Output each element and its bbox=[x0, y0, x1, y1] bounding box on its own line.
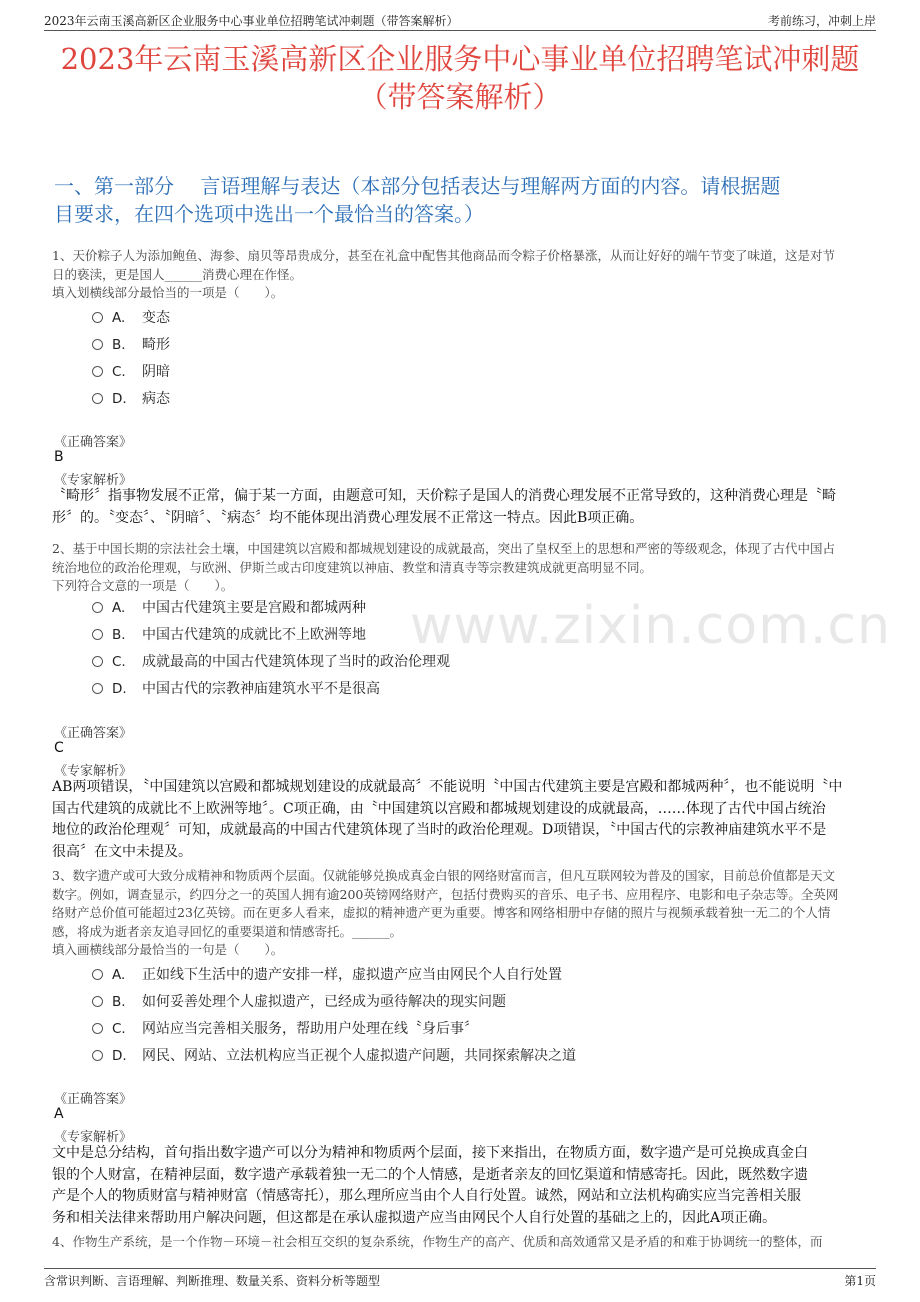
watermark: www.zixin.com.cn bbox=[410, 596, 891, 656]
analysis-label: 《专家解析》 bbox=[54, 1130, 133, 1145]
stem-line: 下列符合文意的一项是（ ）。 bbox=[52, 578, 234, 593]
option-letter: C. bbox=[112, 654, 126, 670]
question-1-option-a[interactable] bbox=[92, 308, 170, 328]
analysis-line: 务和相关法律来帮助用户解决问题，但这都是在承认虚拟遗产应当由网民个人自行处置的基础之上的，因此A项正确。 bbox=[52, 1209, 777, 1226]
stem-line: 日的亵渎，更是国人______消费心理在作怪。 bbox=[52, 266, 303, 282]
analysis-line: 〝畸形〞指事物发展不正常，偏于某一方面，由题意可知，天价粽子是国人的消费心理发展不正常导致的，这种消费心理是〝畸 bbox=[52, 488, 836, 504]
question-1-analysis bbox=[52, 486, 874, 529]
page-title bbox=[40, 40, 880, 116]
section-heading bbox=[54, 172, 874, 228]
option-text: 中国古代建筑的成就比不上欧洲等地 bbox=[142, 627, 366, 643]
question-3-option-a[interactable] bbox=[92, 965, 562, 985]
option-letter: A. bbox=[112, 600, 126, 616]
question-2-option-a[interactable] bbox=[92, 598, 366, 618]
question-1-option-b[interactable] bbox=[92, 335, 170, 355]
option-letter: D. bbox=[112, 391, 127, 407]
option-text: 变态 bbox=[142, 310, 170, 326]
question-2-analysis bbox=[52, 777, 874, 863]
answer-label: 《正确答案》 bbox=[54, 726, 133, 741]
option-text: 正如线下生活中的遗产安排一样，虚拟遗产应当由网民个人自行处置 bbox=[142, 967, 562, 983]
option-letter: B. bbox=[112, 994, 126, 1010]
question-4-stem bbox=[52, 1233, 872, 1252]
stem-line: 填入划横线部分最恰当的一项是（ ）。 bbox=[52, 285, 284, 300]
radio-icon[interactable] bbox=[92, 312, 103, 323]
option-letter: D. bbox=[112, 681, 127, 697]
analysis-line: 银的个人财富，在精神层面，数字遗产承载着独一无二的个人情感，是逝者亲友的回忆渠道和情感寄托。因此，既然数字遗 bbox=[52, 1166, 808, 1183]
radio-icon[interactable] bbox=[92, 393, 103, 404]
page-title-line2: （带答案解析） bbox=[358, 80, 562, 114]
option-text: 畸形 bbox=[142, 337, 170, 353]
question-2-answer: C bbox=[54, 740, 64, 756]
stem-line: 4、作物生产系统，是一个作物－环境－社会相互交织的复杂系统，作物生产的高产、优质和高效通常又是矛盾的和难于协调统一的整体，而 bbox=[52, 1234, 823, 1249]
page-title-line1: 2023年云南玉溪高新区企业服务中心事业单位招聘笔试冲刺题 bbox=[60, 42, 860, 76]
radio-icon[interactable] bbox=[92, 629, 103, 640]
question-3-analysis bbox=[52, 1143, 874, 1229]
radio-icon[interactable] bbox=[92, 602, 103, 613]
option-letter: C. bbox=[112, 364, 126, 380]
header-title: 2023年云南玉溪高新区企业服务中心事业单位招聘笔试冲刺题（带答案解析） bbox=[44, 14, 459, 28]
option-letter: B. bbox=[112, 627, 126, 643]
radio-icon[interactable] bbox=[92, 996, 103, 1007]
stem-line: 2、基于中国长期的宗法社会土壤，中国建筑以宫殿和都城规划建设的成就最高，突出了皇权至上的思想和严密的等级观念，体现了古代中国占 bbox=[52, 541, 835, 556]
question-2-option-d[interactable] bbox=[92, 679, 380, 699]
stem-line: 统治地位的政治伦理观，与欧洲、伊斯兰或古印度建筑以神庙、教堂和清真寺等宗教建筑成就更高明显不同。 bbox=[52, 559, 653, 575]
question-2-option-b[interactable] bbox=[92, 625, 366, 645]
question-3-answer: A bbox=[54, 1106, 64, 1122]
footer-description: 含常识判断、言语理解、判断推理、数量关系、资料分析等题型 bbox=[44, 1274, 381, 1288]
radio-icon[interactable] bbox=[92, 366, 103, 377]
analysis-line: 形〞的。〝变态〞、〝阴暗〞、〝病态〞均不能体现出消费心理发展不正常这一特点。因此B项正确。 bbox=[52, 509, 644, 526]
footer-divider bbox=[44, 1268, 876, 1269]
answer-label: 《正确答案》 bbox=[54, 435, 133, 450]
question-1-stem bbox=[52, 247, 872, 303]
stem-line: 感，将成为逝者亲友追寻回忆的重要渠道和情感寄托。______。 bbox=[52, 923, 403, 939]
answer-label: 《正确答案》 bbox=[54, 1092, 133, 1107]
option-text: 如何妥善处理个人虚拟遗产，已经成为亟待解决的现实问题 bbox=[142, 994, 506, 1010]
stem-line: 1、天价粽子人为添加鲍鱼、海参、扇贝等昂贵成分，甚至在礼盒中配售其他商品而令粽子价格暴涨，从而让好好的端午节变了味道，这是对节 bbox=[52, 248, 835, 263]
option-text: 病态 bbox=[142, 391, 170, 407]
analysis-line: 地位的政治伦理观〞可知，成就最高的中国古代建筑体现了当时的政治伦理观。D项错误，〝中国古代的宗教神庙建筑水平不是 bbox=[52, 822, 827, 838]
question-2-option-c[interactable] bbox=[92, 652, 450, 672]
option-letter: C. bbox=[112, 1021, 126, 1037]
radio-icon[interactable] bbox=[92, 339, 103, 350]
option-text: 中国古代建筑主要是宫殿和都城两种 bbox=[142, 600, 366, 616]
section-heading-line1: 一、第一部分 言语理解与表达（本部分包括表达与理解两方面的内容。请根据题 bbox=[54, 174, 781, 198]
stem-line: 3、数字遗产或可大致分成精神和物质两个层面。仅就能够兑换成真金白银的网络财富而言，但凡互联网较为普及的国家，目前总价值都是天文 bbox=[52, 868, 835, 883]
option-letter: A. bbox=[112, 310, 126, 326]
analysis-line: 文中是总分结构，首句指出数字遗产可以分为精神和物质两个层面，接下来指出，在物质方面，数字遗产是可兑换成真金白 bbox=[52, 1145, 808, 1161]
stem-line: 络财产总价值可能超过23亿英镑。而在更多人看来，虚拟的精神遗产更为重要。博客和网络相册中存储的照片与视频承载着独一无二的个人情 bbox=[52, 905, 831, 920]
header-slogan: 考前练习，冲刺上岸 bbox=[767, 14, 876, 28]
header-divider bbox=[44, 30, 876, 31]
radio-icon[interactable] bbox=[92, 683, 103, 694]
analysis-label: 《专家解析》 bbox=[54, 764, 133, 779]
radio-icon[interactable] bbox=[92, 969, 103, 980]
option-letter: B. bbox=[112, 337, 126, 353]
radio-icon[interactable] bbox=[92, 1023, 103, 1034]
page-number: 第1页 bbox=[844, 1274, 876, 1288]
analysis-label: 《专家解析》 bbox=[54, 473, 133, 488]
option-letter: D. bbox=[112, 1048, 127, 1064]
analysis-line: 很高〞在文中未提及。 bbox=[52, 843, 192, 860]
question-1-answer: B bbox=[54, 449, 64, 465]
stem-line: 数字。例如，调查显示，约四分之一的英国人拥有逾200英镑网络财产，包括付费购买的音乐、电子书、应用程序、电影和电子杂志等。全英网 bbox=[52, 886, 839, 902]
option-text: 中国古代的宗教神庙建筑水平不是很高 bbox=[142, 681, 380, 697]
option-text: 网民、网站、立法机构应当正视个人虚拟遗产问题，共同探索解决之道 bbox=[142, 1048, 576, 1064]
question-2-stem bbox=[52, 540, 872, 596]
analysis-line: 国古代建筑的成就比不上欧洲等地〞。C项正确，由〝中国建筑以宫殿和都城规划建设的成就最高，……体现了古代中国占统治 bbox=[52, 800, 826, 817]
question-1-option-c[interactable] bbox=[92, 362, 170, 382]
section-heading-line2: 目要求，在四个选项中选出一个最恰当的答案。） bbox=[54, 202, 484, 226]
stem-line: 填入画横线部分最恰当的一句是（ ）。 bbox=[52, 942, 284, 957]
option-text: 成就最高的中国古代建筑体现了当时的政治伦理观 bbox=[142, 654, 450, 670]
question-3-option-c[interactable] bbox=[92, 1019, 478, 1039]
option-text: 阴暗 bbox=[142, 364, 170, 380]
option-letter: A. bbox=[112, 967, 126, 983]
question-3-option-d[interactable] bbox=[92, 1046, 576, 1066]
option-text: 网站应当完善相关服务，帮助用户处理在线〝身后事〞 bbox=[142, 1021, 478, 1037]
radio-icon[interactable] bbox=[92, 656, 103, 667]
analysis-line: 产是个人的物质财富与精神财富（情感寄托），那么理所应当由个人自行处置。诚然，网站和立法机构确实应当完善相关服 bbox=[52, 1188, 801, 1204]
question-3-stem bbox=[52, 867, 872, 960]
radio-icon[interactable] bbox=[92, 1050, 103, 1061]
question-1-option-d[interactable] bbox=[92, 389, 170, 409]
question-3-option-b[interactable] bbox=[92, 992, 506, 1012]
analysis-line: AB两项错误，〝中国建筑以宫殿和都城规划建设的成就最高〞不能说明〝中国古代建筑主要是宫殿和都城两种〞，也不能说明〝中 bbox=[52, 779, 843, 795]
